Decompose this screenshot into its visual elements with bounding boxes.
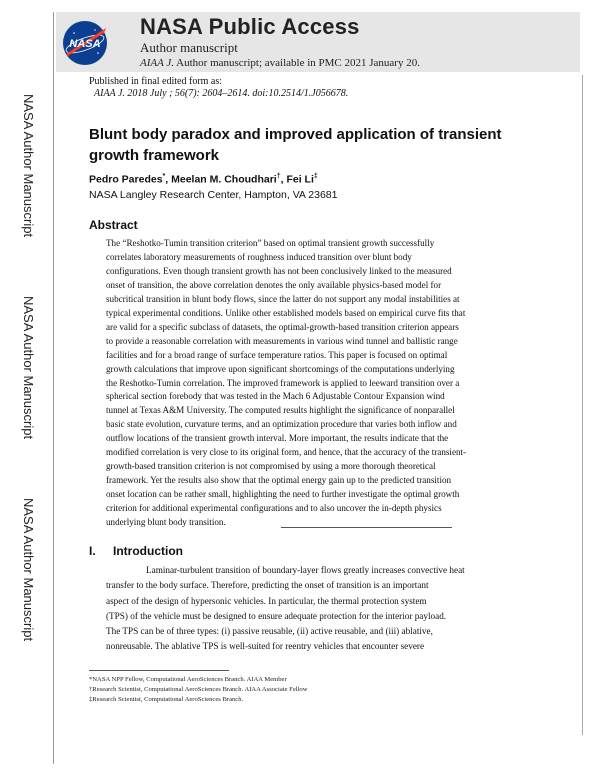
text-line: the Reshotko-Tumin correlation. The improved framework is applied to leeward transition over a — [106, 377, 460, 388]
published-citation: AIAA J. 2018 July ; 56(7): 2604–2614. doi:10.2514/1.J056678. — [94, 88, 349, 99]
text-line: transfer to the body surface. Therefore, predicting the onset of transition is an important — [106, 580, 429, 591]
text-line: growth calculations that improve upon significant shortcomings of the computations underlying — [106, 363, 455, 374]
author-footnote-mark: * — [162, 173, 166, 180]
right-margin-rule — [582, 75, 583, 735]
abstract-body — [106, 237, 520, 530]
footnote-separator — [89, 670, 229, 671]
manuscript-type: Author manuscript — [140, 40, 238, 55]
text-line: outflow locations of the transient growth interval. More important, the results indicate that the — [106, 433, 449, 444]
text-line: correlates laboratory measurements of roughness induced transition over blunt body — [106, 251, 412, 262]
text-line: aspect of the design of hypersonic vehicles. In particular, the thermal protection system — [106, 595, 427, 606]
author-name: Meelan M. Choudhari — [171, 173, 277, 186]
repository-title: NASA Public Access — [140, 14, 360, 39]
footnote: †Research Scientist, Computational AeroSciences Branch. AIAA Associate Fellow — [89, 686, 308, 693]
section-heading — [89, 544, 183, 558]
text-line: criterion for additional experimental configurations and to also uncover the in-depth physics — [106, 503, 442, 514]
text-line: tunnel at Texas A&M University. The computed results highlight the significance of nonparallel — [106, 405, 455, 416]
text-line: framework. Yet the results also show that the optimal energy gain up to the predicted transition — [106, 475, 452, 486]
text-line: basic state evolution, curvature terms, and an optimization procedure that varies both inflow and — [106, 419, 457, 430]
abstract-heading: Abstract — [89, 218, 138, 232]
nasa-logo-icon — [62, 20, 108, 66]
text-line: growth-based transition criterion is not compromised by using a more thorough theoretical — [106, 461, 436, 472]
author-footnote-mark: ‡ — [313, 173, 318, 180]
text-line: nonreusable. The ablative TPS is well-suited for reentry vehicles that encounter severe — [106, 641, 425, 652]
rail-text: NASA Author Manuscript — [21, 296, 36, 440]
text-line: subcritical transition in blunt body flows, since the latter do not support any modal instabilities at — [106, 293, 460, 304]
introduction-body — [106, 563, 526, 655]
citation-availability: Author manuscript; available in PMC 2021 January 20. — [176, 57, 420, 69]
text-line: typical experimental conditions. Unlike other established models based on empirical curve fits that — [106, 307, 466, 318]
rail-text: NASA Author Manuscript — [21, 94, 36, 238]
author-footnote-mark: † — [276, 173, 281, 180]
footnotes — [89, 675, 307, 705]
text-line: onset of transition, the above correlation denotes the only available physics-based model for — [106, 279, 442, 290]
affiliation: NASA Langley Research Center, Hampton, VA 23681 — [89, 189, 338, 201]
text-line: to provide a reasonable correlation with measurements in various wind tunnel and ballistic range — [106, 335, 458, 346]
paper-title: Blunt body paradox and improved application of transient growth framework — [89, 126, 502, 164]
text-line: The “Reshotko-Tumin transition criterion” based on optimal transient growth successfully — [106, 238, 435, 248]
text-line: facilities and for a broad range of surface temperature ratios. This paper is focused on optimal — [106, 349, 448, 360]
text-line: spherical section forebody that was tested in the Mach 6 Adjustable Contour Expansion wind — [106, 391, 445, 402]
section-number: I. — [89, 544, 96, 558]
citation-journal: AIAA J. — [140, 57, 175, 69]
published-in-label: Published in final edited form as: — [89, 76, 223, 87]
text-line: configurations. Even though transient growth has not been conclusively linked to the measured — [106, 265, 452, 276]
logo-text: NASA — [69, 38, 101, 50]
text-line: Laminar-turbulent transition of boundary-layer flows greatly increases convective heat — [146, 565, 465, 575]
text-line: modified correlation is very close to its original form, and hence, that the accuracy of the transient- — [106, 447, 467, 458]
text-line: (TPS) of the vehicle must be designed to ensure adequate protection for the interior payload. — [106, 610, 447, 621]
availability-citation — [140, 57, 420, 69]
footnote: *NASA NPP Fellow, Computational AeroSciences Branch. AIAA Member — [89, 676, 287, 683]
text-line: onset location can be rather small, highlighting the need to further investigate the optimal growth — [106, 489, 460, 500]
text-line: underlying blunt body transition. — [106, 517, 226, 528]
author-name: Pedro Paredes — [89, 173, 163, 186]
author-name: Fei Li — [286, 173, 314, 186]
author-list: Pedro Paredes*, Meelan M. Choudhari†, Fei Li‡ — [89, 173, 318, 186]
left-margin-rule — [53, 12, 54, 764]
text-line: are valid for a specific subclass of datasets, the optimal-growth-based transition criterion appears — [106, 321, 459, 332]
section-title: Introduction — [113, 544, 183, 558]
footnote: ‡Research Scientist, Computational AeroSciences Branch. — [89, 696, 244, 703]
abstract-separator — [281, 527, 452, 528]
rail-text: NASA Author Manuscript — [21, 498, 36, 642]
text-line: The TPS can be of three types: (i) passive reusable, (ii) active reusable, and (iii) ablative, — [106, 626, 433, 637]
